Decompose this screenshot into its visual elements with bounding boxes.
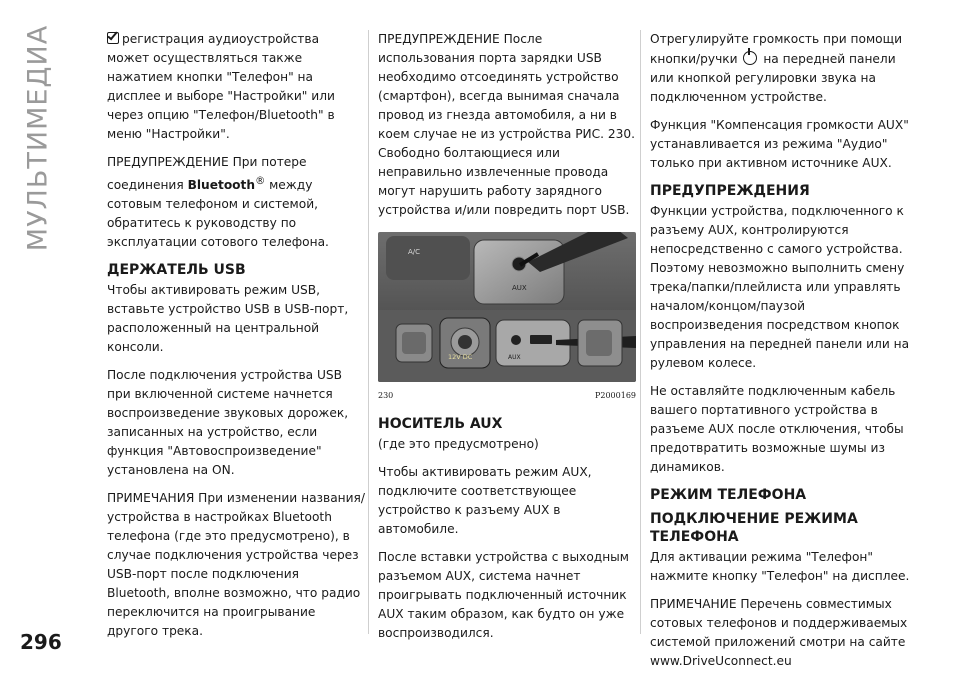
12v-label: 12V DC [448, 353, 473, 361]
heading-phone-connection: ПОДКЛЮЧЕНИЕ РЕЖИМА ТЕЛЕФОНА [650, 511, 858, 545]
aux-subheading: (где это предусмотрено) [378, 437, 539, 451]
column-divider [640, 30, 641, 634]
aux-top-label: AUX [512, 284, 527, 292]
paragraph-registration: регистрация аудиоустройства может осуществляться также нажатием кнопки "Телефон" на дисплее и выборе "Настройки" или через опцию "Телефон/Bluetooth" в меню "Настройки". [107, 32, 335, 141]
paragraph-usb-activate: Чтобы активировать режим USB, вставьте устройство USB в USB-порт, расположенный на центральной консоли. [107, 283, 349, 355]
heading-aux: НОСИТЕЛЬ AUX [378, 416, 503, 432]
heading-usb: ДЕРЖАТЕЛЬ USB [107, 262, 246, 279]
ac-label: A/C [408, 248, 421, 256]
paragraph-aux-cable: Не оставляйте подключенным кабель вашего портативного устройства в разъеме AUX после отключения, чтобы предотвратить возможные шумы из динамиков. [650, 384, 904, 474]
paragraph-bluetooth-warning: ПРЕДУПРЕЖДЕНИЕ При потере соединения Bluetooth® между сотовым телефоном и системой, обратитесь к руководству по эксплуатации сотового телефона. [107, 155, 329, 250]
paragraph-volume: Отрегулируйте громкость при помощи кнопки/ручки на передней панели или кнопкой регулировки звука на подключенном устройстве. [650, 32, 903, 104]
column-3 [650, 30, 910, 680]
column-divider [368, 30, 369, 634]
paragraph-aux-control: Функции устройства, подключенного к разъему AUX, контролируются непосредственно с самого устройства. Поэтому невозможно выполнить смену трека/папки/плейлиста или управлять началом/концом/паузой воспроизведения посредством кнопок управления на передней панели или на рулевом колесе. [650, 204, 910, 370]
paragraph-aux-play: После вставки устройства с выходным разъемом AUX, система начнет проигрывать подключенный источник AUX таким образом, как будто он уже воспроизводился. [378, 550, 629, 640]
bluetooth-term: Bluetooth [187, 178, 256, 193]
figure-usb-aux-ports [378, 232, 636, 382]
console-photo [378, 232, 636, 382]
paragraph-usb-autoplay: После подключения устройства USB при включенной системе начнется воспроизведение звуковых дорожек, записанных на устройство, если функция "Автовоспроизведение" установлена на ON. [107, 368, 349, 478]
figure-code: P2000169 [594, 391, 636, 400]
column-2 [378, 30, 636, 652]
section-title-text: МУЛЬТИМЕДИА [22, 24, 54, 252]
paragraph-phone-note: ПРИМЕЧАНИЕ Перечень совместимых сотовых телефонов и поддерживаемых системой приложений смотри на сайте www.DriveUconnect.eu [650, 597, 908, 668]
paragraph-usb-note: ПРИМЕЧАНИЯ При изменении названия/устройства в настройках Bluetooth телефона (где это предусмотрено), в случае подключения устройства через USB-порт после подключения Bluetooth, вполне возможно, что радио переключится на проигрывание другого трека. [107, 491, 365, 639]
paragraph-aux-activate: Чтобы активировать режим AUX, подключите соответствующее устройство к разъему AUX в автомобиле. [378, 465, 592, 536]
heading-warnings: ПРЕДУПРЕЖДЕНИЯ [650, 183, 810, 199]
page-number: 296 [20, 630, 62, 654]
paragraph-phone-activate: Для активации режима "Телефон" нажмите кнопку "Телефон" на дисплее. [650, 550, 910, 583]
checkmark-icon [107, 32, 119, 44]
paragraph-usb-charging-warning: ПРЕДУПРЕЖДЕНИЕ После использования порта зарядки USB необходимо отсоединять устройство (смартфон), всегда вынимая сначала провод из гнезда автомобиля, а ни в коем случае не из устройства РИС. 230. Свободно болтающиеся или неправильно извлеченные провода могут нарушить работу зарядного устройства и/или повредить порт USB. [378, 32, 636, 217]
volume-knob-icon [743, 51, 757, 65]
column-1 [107, 30, 365, 650]
section-side-title [18, 18, 58, 258]
heading-phone-mode: РЕЖИМ ТЕЛЕФОНА [650, 487, 807, 503]
figure-caption [378, 386, 636, 405]
aux-bottom-label: AUX [508, 354, 521, 361]
figure-number: 230 [378, 391, 394, 400]
paragraph-aux-compensation: Функция "Компенсация громкости AUX" устанавливается из режима "Аудио" только при активном источнике AUX. [650, 118, 909, 170]
